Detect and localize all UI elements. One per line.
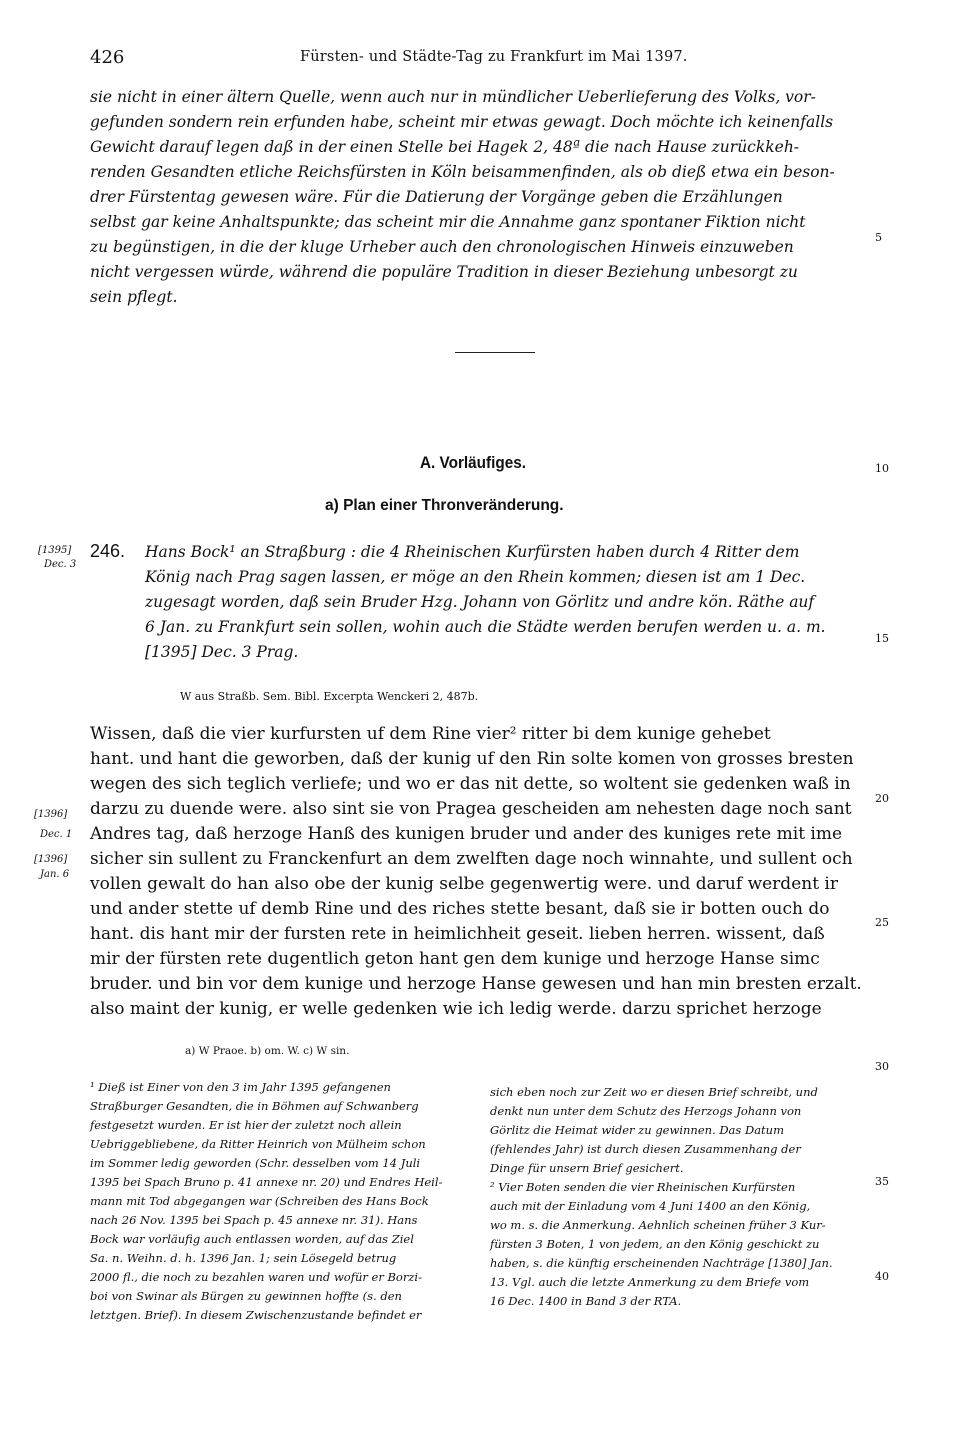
text-line: Wissen, daß die vier kurfursten uf dem Rine vier² ritter bi dem kunige gehebet [90, 724, 771, 744]
margin-date-year: [1396] [34, 809, 68, 820]
text-line: vollen gewalt do han also obe der kunig selbe gegenwertig were. und daruf werdent ir [90, 874, 838, 894]
intro-line: gefunden sondern rein erfunden habe, scheint mir etwas gewagt. Doch möchte ich keinenfalls [90, 113, 834, 131]
text-line: Andres tag, daß herzoge Hanß des kunigen bruder und ander des kuniges rete mit ime [90, 824, 843, 844]
intro-line: selbst gar keine Anhaltspunkte; das scheint mir die Annahme ganz spontaner Fiktion nicht [90, 213, 806, 231]
footnote-line: Sa. n. Weihn. d. h. 1396 Jan. 1; sein Lösegeld betrug [90, 1251, 397, 1265]
line-number: 15 [875, 632, 889, 645]
critical-apparatus: a) W Praoe. b) om. W. c) W sin. [185, 1045, 350, 1057]
text-line: hant. dis hant mir der fursten rete in heimlichheit geseit. lieben herren. wissent, daß [90, 924, 825, 944]
line-number: 20 [875, 792, 889, 805]
subsection-heading: a) Plan einer Thronveränderung. [325, 497, 564, 514]
page-number: 426 [90, 47, 125, 68]
footnote-line: sich eben noch zur Zeit wo er diesen Brief schreibt, und [490, 1085, 818, 1099]
line-number: 40 [875, 1270, 889, 1283]
intro-line: drer Fürstentag gewesen wäre. Für die Datierung der Vorgänge geben die Erzählungen [90, 188, 783, 206]
footnote-line: boi von Swinar als Bürgen zu gewinnen hoffte (s. den [90, 1289, 402, 1303]
intro-line: zu begünstigen, in die der kluge Urheber auch den chronologischen Hinweis einzuweben [90, 238, 794, 256]
line-number: 30 [875, 1060, 889, 1073]
intro-line: sie nicht in einer ältern Quelle, wenn auch nur in mündlicher Ueberlieferung des Volks, vor- [90, 88, 816, 106]
intro-line: renden Gesandten etliche Reichsfürsten in Köln beisammenfinden, als ob dieß etwa ein beson- [90, 163, 835, 181]
footnote-line: haben, s. die künftig erscheinenden Nachträge [1380] Jan. [490, 1256, 833, 1270]
line-number: 10 [875, 462, 889, 475]
margin-date-year: [1396] [34, 854, 68, 865]
footnote-line: auch mit der Einladung vom 4 Juni 1400 an den König, [490, 1199, 811, 1213]
text-line: mir der fürsten rete dugentlich geton hant gen dem kunige und herzoge Hanse simc [90, 949, 820, 969]
margin-date-day: Jan. 6 [40, 869, 70, 880]
regest-line: zugesagt worden, daß sein Bruder Hzg. Johann von Görlitz und andre kön. Räthe auf [145, 593, 815, 611]
regest-number: 246. [90, 541, 126, 561]
section-divider [455, 352, 535, 353]
margin-date-year: [1395] [38, 545, 72, 556]
footnote-line: festgesetzt wurden. Er ist hier der zuletzt noch allein [90, 1118, 402, 1132]
line-number: 35 [875, 1175, 889, 1188]
footnote-line: 16 Dec. 1400 in Band 3 der RTA. [490, 1294, 682, 1308]
line-number: 5 [875, 231, 882, 244]
footnote-line: letztgen. Brief). In diesem Zwischenzustande befindet er [90, 1308, 422, 1322]
section-heading: A. Vorläufiges. [420, 453, 526, 472]
running-title: Fürsten- und Städte-Tag zu Frankfurt im Mai 1397. [300, 49, 688, 65]
footnote-line: denkt nun unter dem Schutz des Herzogs Johann von [490, 1104, 802, 1118]
footnote-line: Bock war vorläufig auch entlassen worden, auf das Ziel [90, 1232, 414, 1246]
intro-line: sein pflegt. [90, 288, 178, 306]
margin-date-day: Dec. 3 [44, 559, 77, 570]
footnote-line: fürsten 3 Boten, 1 von jedem, an den König geschickt zu [490, 1237, 820, 1251]
text-line: bruder. und bin vor dem kunige und herzoge Hanse gewesen und han min bresten erzalt. [90, 974, 862, 994]
footnote-line: 2000 fl., die noch zu bezahlen waren und wofür er Borzi- [90, 1270, 422, 1284]
footnote-line: (fehlendes Jahr) ist durch diesen Zusammenhang der [490, 1142, 801, 1156]
footnote-line: Görlitz die Heimat wider zu gewinnen. Das Datum [490, 1123, 784, 1137]
text-line: also maint der kunig, er welle gedenken wie ich ledig werde. darzu sprichet herzoge [90, 999, 822, 1019]
footnote-line: 1395 bei Spach Bruno p. 41 annexe nr. 20) und Endres Heil- [90, 1175, 443, 1189]
line-number: 25 [875, 916, 889, 929]
intro-line: nicht vergessen würde, während die populäre Tradition in dieser Beziehung unbesorgt zu [90, 263, 798, 281]
regest-line: [1395] Dec. 3 Prag. [145, 643, 299, 661]
footnote-line: ¹ Dieß ist Einer von den 3 im Jahr 1395 gefangenen [90, 1080, 391, 1094]
footnote-line: 13. Vgl. auch die letzte Anmerkung zu dem Briefe vom [490, 1275, 810, 1289]
footnote-line: mann mit Tod abgegangen war (Schreiben des Hans Bock [90, 1194, 429, 1208]
intro-line: Gewicht darauf legen daß in der einen Stelle bei Hagek 2, 48ª die nach Hause zurückkeh- [90, 138, 800, 156]
text-line: hant. und hant die geworben, daß der kunig uf den Rin solte komen von grosses bresten [90, 749, 854, 769]
footnote-line: Straßburger Gesandten, die in Böhmen auf Schwanberg [90, 1099, 419, 1113]
footnote-line: im Sommer ledig geworden (Schr. desselben vom 14 Juli [90, 1156, 421, 1170]
footnote-line: ² Vier Boten senden die vier Rheinischen Kurfürsten [490, 1180, 796, 1194]
regest-line: Hans Bock¹ an Straßburg : die 4 Rheinischen Kurfürsten haben durch 4 Ritter dem [145, 543, 800, 561]
regest-line: König nach Prag sagen lassen, er möge an den Rhein kommen; diesen ist am 1 Dec. [145, 568, 806, 586]
margin-date-day: Dec. 1 [40, 829, 73, 840]
regest-line: 6 Jan. zu Frankfurt sein sollen, wohin auch die Städte werden berufen werden u. a. m. [145, 618, 826, 636]
footnote-line: Uebriggebliebene, da Ritter Heinrich von Mülheim schon [90, 1137, 426, 1151]
text-line: darzu zu duende were. also sint sie von Pragea gescheiden am nehesten dage noch sant [90, 799, 852, 819]
footnote-line: wo m. s. die Anmerkung. Aehnlich scheinen früher 3 Kur- [490, 1218, 826, 1232]
footnote-line: Dinge für unsern Brief gesichert. [490, 1161, 684, 1175]
footnote-line: nach 26 Nov. 1395 bei Spach p. 45 annexe nr. 31). Hans [90, 1213, 418, 1227]
text-line: und ander stette uf demb Rine und des riches stette besant, daß sie ir botten ouch do [90, 899, 830, 919]
text-line: wegen des sich teglich verliefe; und wo er das nit dette, so woltent sie gedenken waß in [90, 774, 851, 794]
source-reference: W aus Straßb. Sem. Bibl. Excerpta Wenckeri 2, 487b. [180, 690, 479, 703]
text-line: sicher sin sullent zu Franckenfurt an dem zwelften dage noch winnahte, und sullent och [90, 849, 853, 869]
